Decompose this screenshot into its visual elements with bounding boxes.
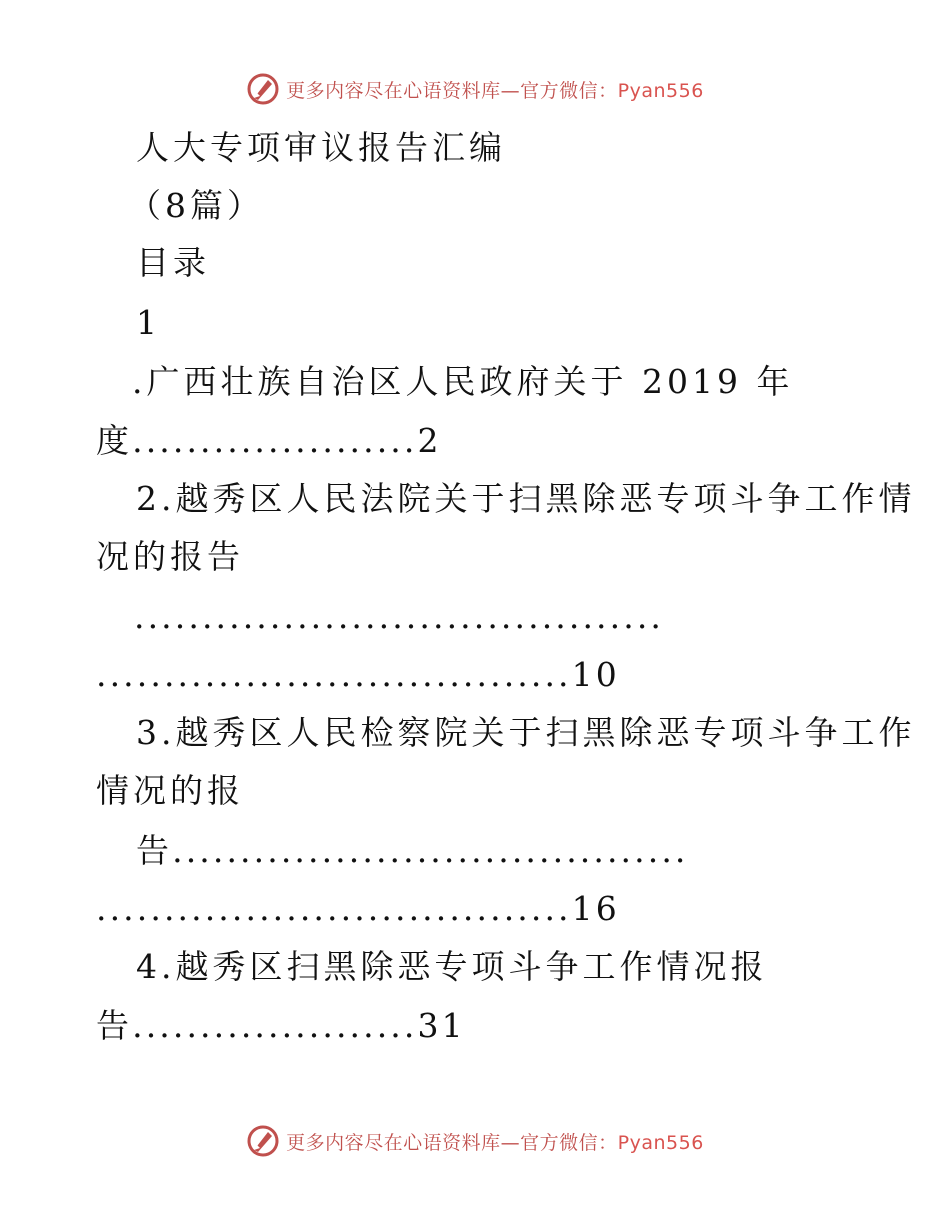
pen-logo-icon: [246, 72, 280, 106]
toc-item-2-line-2[interactable]: 况的报告: [96, 537, 244, 576]
toc-item-3-line-3[interactable]: 告......................................: [136, 831, 689, 870]
watermark-text: 更多内容尽在心语资料库—官方微信：Pyan556: [286, 79, 704, 102]
toc-item-4-line-2[interactable]: 告.....................31: [96, 1006, 466, 1045]
toc-item-1-number: 1: [136, 303, 161, 342]
toc-heading: 目录: [136, 243, 210, 282]
toc-item-3-line-2[interactable]: 情况的报: [96, 771, 244, 810]
toc-item-1-line-1[interactable]: .广西壮族自治区人民政府关于 2019 年: [132, 362, 794, 401]
watermark-footer: [0, 1124, 950, 1158]
toc-item-3-line-1[interactable]: 3.越秀区人民检察院关于扫黑除恶专项斗争工作: [136, 713, 916, 752]
toc-item-2-line-3[interactable]: .......................................: [134, 597, 664, 636]
watermark-text: 更多内容尽在心语资料库—官方微信：Pyan556: [286, 1131, 704, 1154]
toc-item-3-line-4[interactable]: ...................................16: [96, 889, 620, 928]
toc-item-4-line-1[interactable]: 4.越秀区扫黑除恶专项斗争工作情况报: [136, 947, 768, 986]
toc-item-2-line-1[interactable]: 2.越秀区人民法院关于扫黑除恶专项斗争工作情: [136, 479, 916, 518]
watermark-header: [0, 72, 950, 106]
pen-logo-icon: [246, 1124, 280, 1158]
doc-count: （8篇）: [128, 186, 264, 225]
toc-item-2-line-4[interactable]: ...................................10: [96, 655, 620, 694]
doc-title: 人大专项审议报告汇编: [136, 128, 506, 167]
toc-item-1-line-2[interactable]: 度.....................2: [96, 421, 442, 460]
